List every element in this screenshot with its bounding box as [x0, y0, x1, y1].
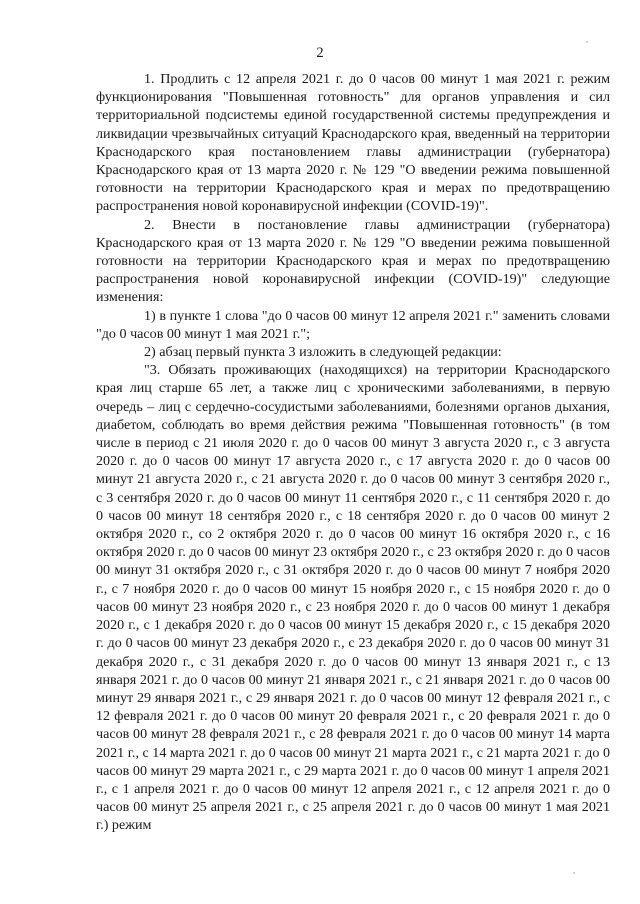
paragraph-extend-regime: 1. Продлить с 12 апреля 2021 г. до 0 часов 00 минут 1 мая 2021 г. режим функционирования "Повышенная готовность" для органов управления и сил территориальной подсистемы единой государственной системы предупреждения и ликвидации чрезвычайных ситуаций Краснодарского края, введенный на территории Краснодарского края постановлением главы администрации (губернатора) Краснодарского края от 13 марта 2020 г. № 129 "О введении режима повышенной готовности на территории Краснодарского края и мерах по предотвращению распространения новой коронавирусной инфекции (COVID-19)".: [96, 71, 610, 215]
paragraph-amendment-1: 1) в пункте 1 слова "до 0 часов 00 минут 12 апреля 2021 г." заменить словами "до 0 часов 00 минут 1 мая 2021 г.";: [96, 307, 610, 342]
page-number: 2: [316, 45, 324, 61]
paragraph-amendment-2: 2) абзац первый пункта 3 изложить в следующей редакции:: [144, 344, 502, 361]
scan-speck: [586, 41, 588, 43]
paragraph-clause-3: "3. Обязать проживающих (находящихся) на территории Краснодарского края лиц старше 65 лет, а также лиц с хроническими заболеваниями, в первую очередь – лиц с сердечно-сосудистыми заболеваниями, болезнями органов дыхания, диабетом, соблюдать во время действия режима "Повышенная готовность" (в том числе в период с 21 июля 2020 г. до 0 часов 00 минут 3 августа 2020 г., с 3 августа 2020 г. до 0 часов 00 минут 17 августа 2020 г., с 17 августа 2020 г. до 0 часов 00 минут 21 августа 2020 г., с 21 августа 2020 г. до 0 часов 00 минут 3 сентября 2020 г., с 3 сентября 2020 г. до 0 часов 00 минут 11 сентября 2020 г., с 11 сентября 2020 г. до 0 часов 00 минут 18 сентября 2020 г., с 18 сентября 2020 г. до 0 часов 00 минут 2 октября 2020 г., со 2 октября 2020 г. до 0 часов 00 минут 16 октября 2020 г., с 16 октября 2020 г. до 0 часов 00 минут 23 октября 2020 г., с 23 октября 2020 г. до 0 часов 00 минут 31 октября 2020 г., с 31 октября 2020 г. до 0 часов 00 минут 7 ноября 2020 г., с 7 ноября 2020 г. до 0 часов 00 минут 15 ноября 2020 г., с 15 ноября 2020 г. до 0 часов 00 минут 23 ноября 2020 г., с 23 ноября 2020 г. до 0 часов 00 минут 1 декабря 2020 г., с 1 декабря 2020 г. до 0 часов 00 минут 15 декабря 2020 г., с 15 декабря 2020 г. до 0 часов 00 минут 23 декабря 2020 г., с 23 декабря 2020 г. до 0 часов 00 минут 31 декабря 2020 г., с 31 декабря 2020 г. до 0 часов 00 минут 13 января 2021 г., с 13 января 2021 г. до 0 часов 00 минут 21 января 2021 г., с 21 января 2021 г. до 0 часов 00 минут 29 января 2021 г., с 29 января 2021 г. до 0 часов 00 минут 12 февраля 2021 г., с 12 февраля 2021 г. до 0 часов 00 минут 20 февраля 2021 г., с 20 февраля 2021 г. до 0 часов 00 минут 28 февраля 2021 г., с 28 февраля 2021 г. до 0 часов 00 минут 14 марта 2021 г., с 14 марта 2021 г. до 0 часов 00 минут 21 марта 2021 г., с 21 марта 2021 г. до 0 часов 00 минут 29 марта 2021 г., с 29 марта 2021 г. до 0 часов 00 минут 1 апреля 2021 г., с 1 апреля 2021 г. до 0 часов 00 минут 12 апреля 2021 г., с 12 апреля 2021 г. до 0 часов 00 минут 25 апреля 2021 г., с 25 апреля 2021 г. до 0 часов 00 минут 1 мая 2021 г.) режим: [96, 362, 610, 834]
document-body: [96, 70, 610, 835]
paragraph-amend-resolution: 2. Внести в постановление главы администрации (губернатора) Краснодарского края от 13 марта 2020 г. № 129 "О введении режима повышенной готовности на территории Краснодарского края и мерах по предотвращению распространения новой коронавирусной инфекции (COVID-19)" следующие изменения:: [96, 216, 610, 306]
scan-speck: [573, 872, 575, 874]
